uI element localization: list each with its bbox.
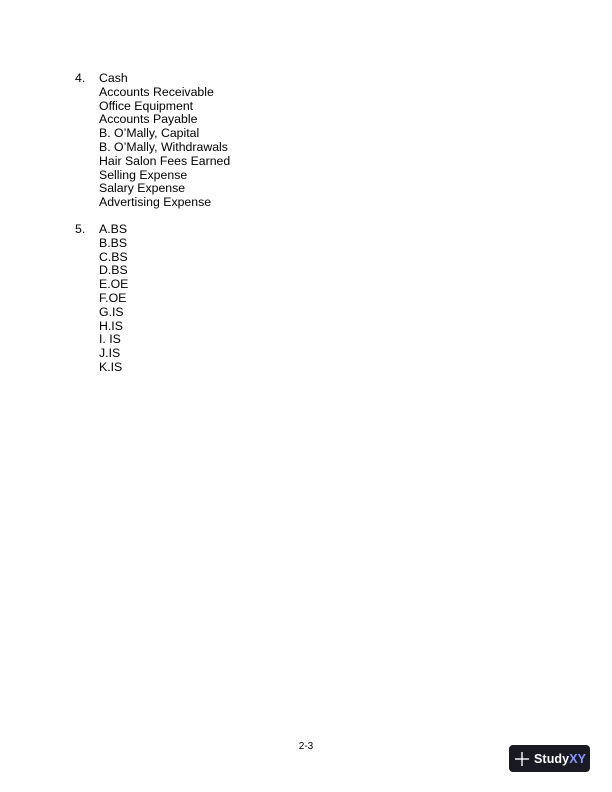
question-number: 4. (75, 71, 86, 85)
answer-item: J.IS (99, 346, 121, 361)
answer-item: G.IS (99, 304, 124, 319)
plus-icon (514, 751, 530, 767)
answer-item: Accounts Payable (99, 112, 198, 127)
brand-wordmark (534, 752, 586, 766)
answer-list (99, 72, 230, 210)
question-number: 5. (75, 222, 86, 236)
answer-item: Office Equipment (99, 98, 194, 113)
studyxy-badge[interactable] (509, 745, 590, 772)
answer-list (99, 223, 128, 375)
answer-item: I. IS (99, 332, 121, 347)
answer-item: Cash (99, 71, 128, 85)
answer-item: D.BS (99, 263, 128, 278)
answer-item: Salary Expense (99, 181, 186, 196)
answer-item: B.BS (99, 235, 128, 250)
answer-item: C.BS (99, 249, 128, 264)
brand-primary: Study (534, 751, 570, 766)
answer-item: K.IS (99, 359, 123, 374)
answer-item: Advertising Expense (99, 195, 212, 210)
answer-item: B. O’Mally, Capital (99, 126, 200, 141)
answer-item: Accounts Receivable (99, 84, 214, 99)
brand-accent: XY (569, 751, 587, 766)
answer-item: Selling Expense (99, 167, 188, 182)
answer-item: B. O’Mally, Withdrawals (99, 139, 228, 154)
answer-item: F.OE (99, 290, 127, 305)
answer-item: E.OE (99, 277, 129, 292)
answer-item: H.IS (99, 318, 123, 333)
answer-item: Hair Salon Fees Earned (99, 153, 231, 168)
answer-item: A.BS (99, 222, 128, 236)
page-number: 2-3 (298, 741, 314, 752)
